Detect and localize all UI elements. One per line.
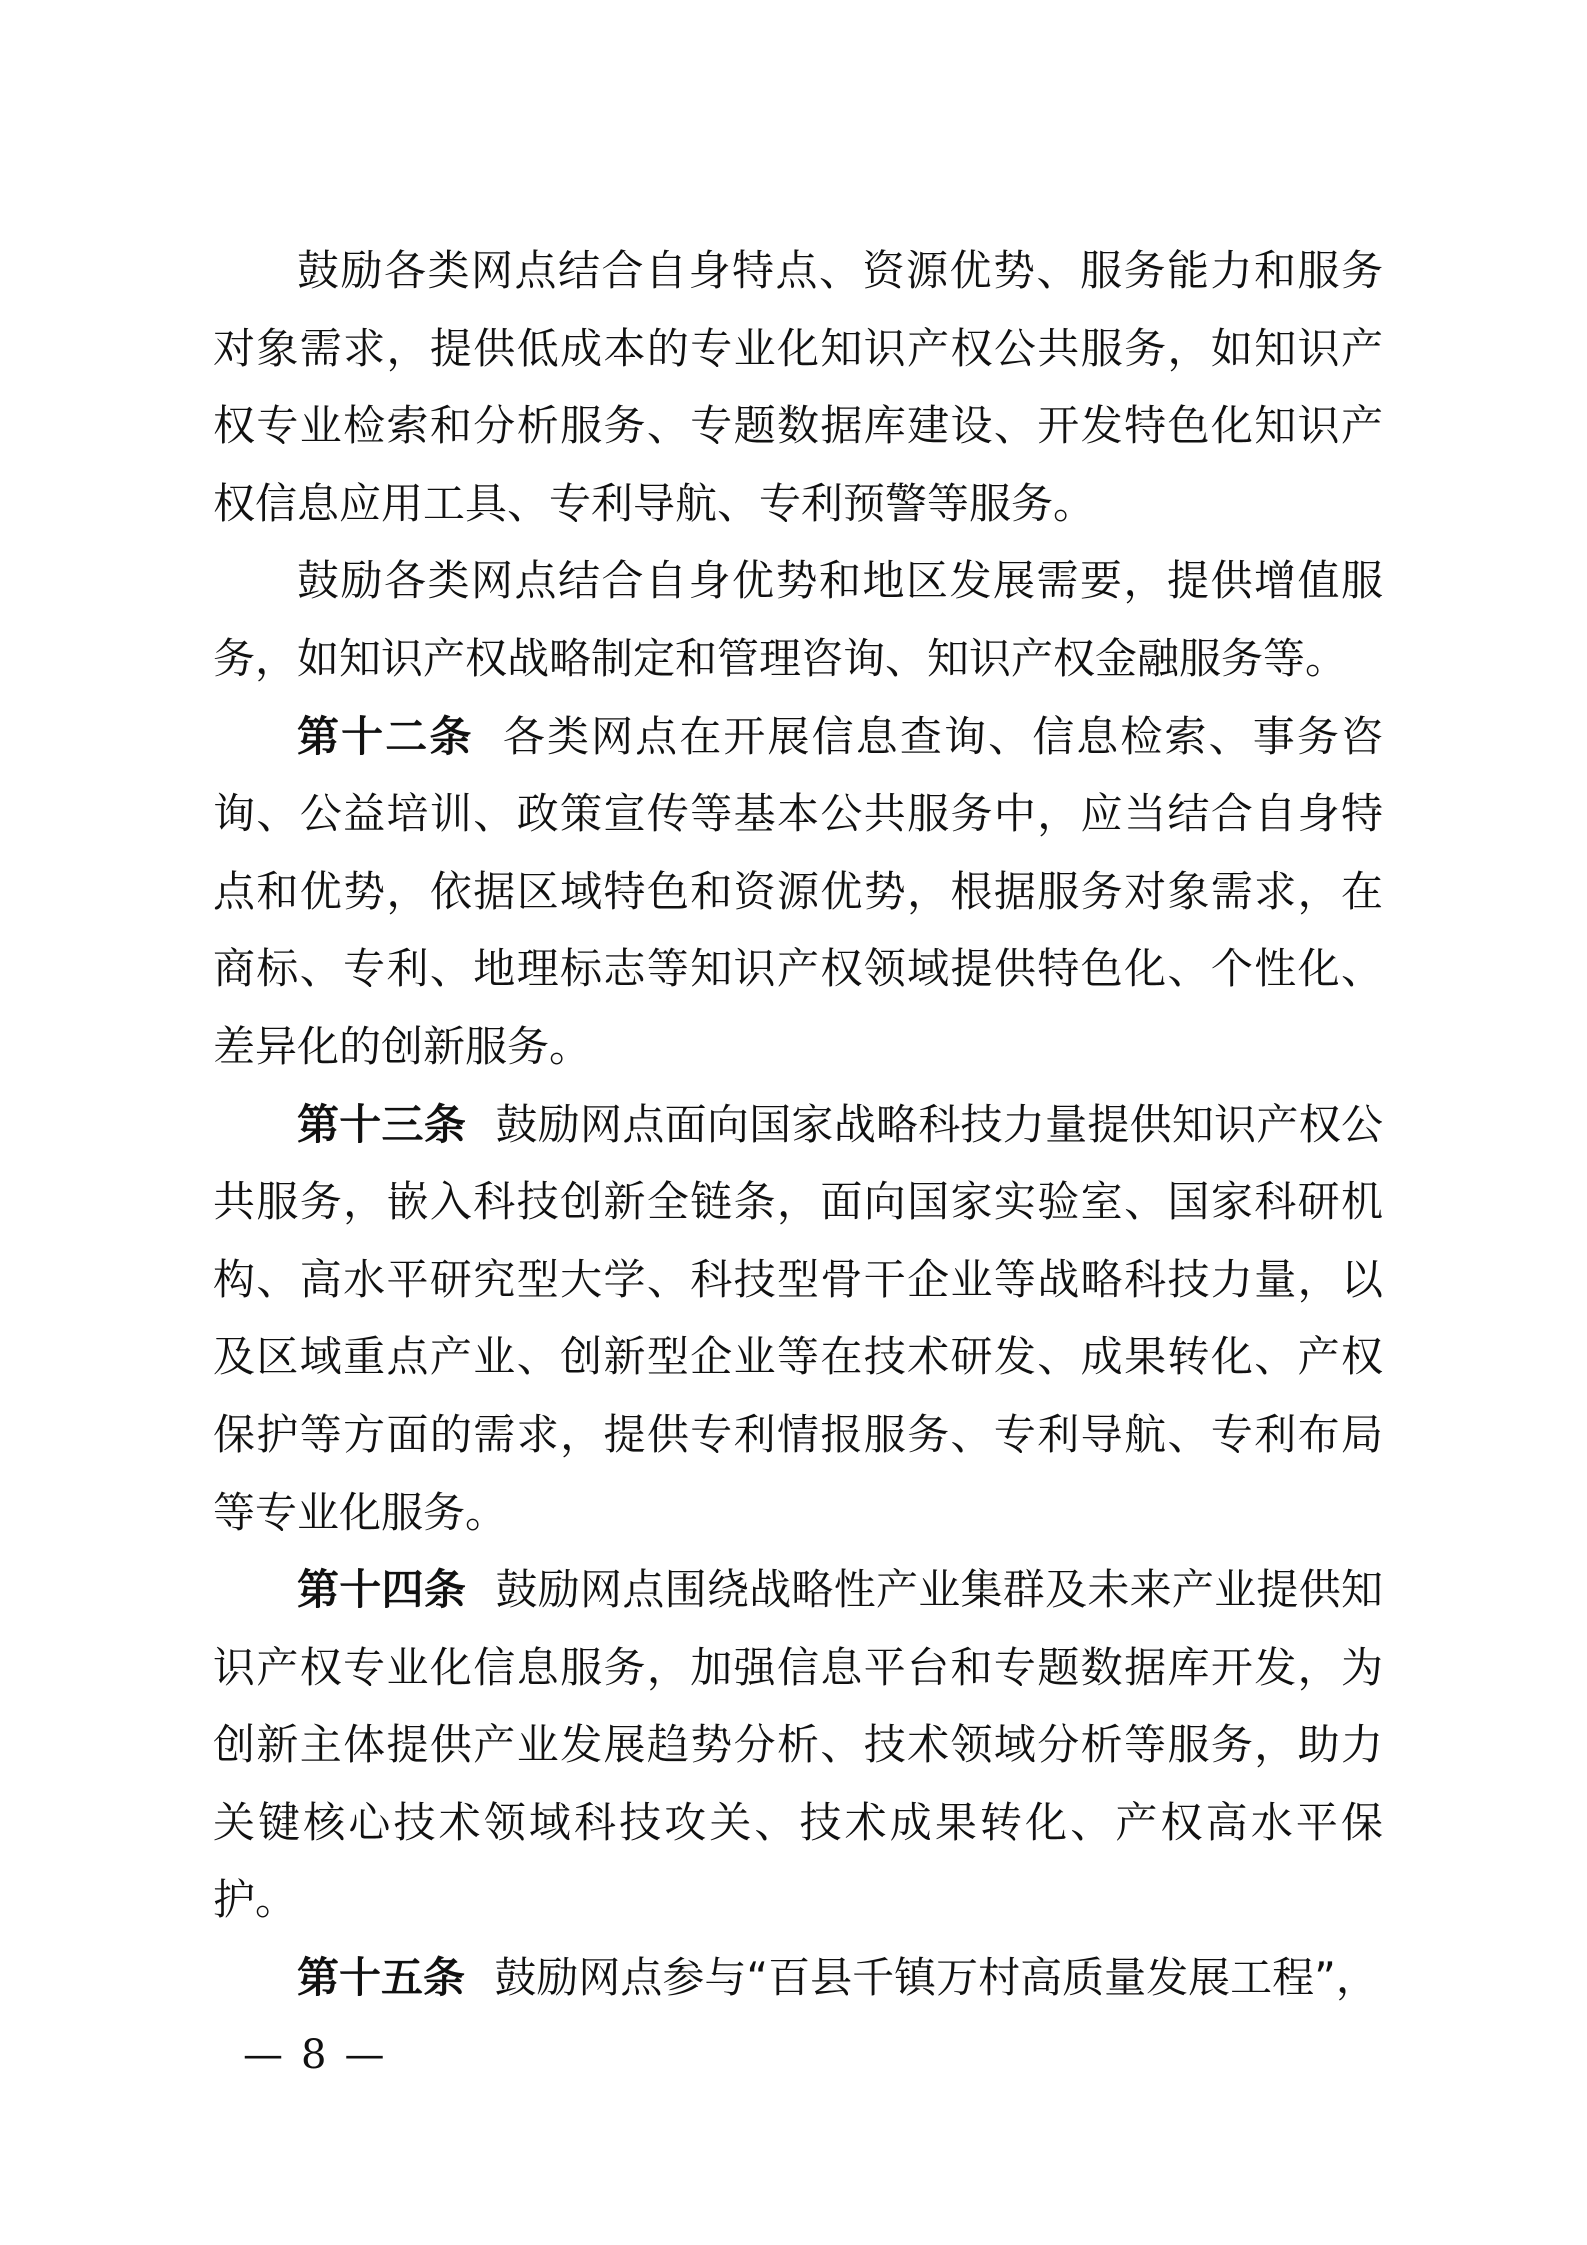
paragraph-2 <box>213 542 1383 697</box>
article-heading: 第十五条 <box>297 1953 466 2003</box>
article-13 <box>213 1086 1383 1552</box>
article-12 <box>213 698 1383 1086</box>
article-text: 鼓励网点围绕战略性产业集群及未来产业提供知识产权专业化信息服务，加强信息平台和专题数据库开发，为创新主体提供产业发展趋势分析、技术领域分析等服务，助力关键核心技术领域科技攻关、技术成果转化、产权高水平保护。 <box>213 1565 1383 1925</box>
document-body <box>213 232 1383 2017</box>
article-14 <box>213 1551 1383 1939</box>
article-15 <box>213 1939 1383 2017</box>
page-footer <box>243 2025 384 2085</box>
page-number: 8 <box>301 2032 327 2078</box>
article-heading: 第十三条 <box>297 1099 467 1149</box>
article-text: 鼓励网点面向国家战略科技力量提供知识产权公共服务，嵌入科技创新全链条，面向国家实验室、国家科研机构、高水平研究型大学、科技型骨干企业等战略科技力量，以及区域重点产业、创新型企业等在技术研发、成果转化、产权保护等方面的需求，提供专利情报服务、专利导航、专利布局等专业化服务。 <box>213 1099 1383 1537</box>
paragraph-text: 鼓励各类网点结合自身特点、资源优势、服务能力和服务对象需求，提供低成本的专业化知识产权公共服务，如知识产权专业检索和分析服务、专题数据库建设、开发特色化知识产权信息应用工具、专利导航、专利预警等服务。 <box>213 246 1383 528</box>
footer-dash-right: — <box>344 2032 385 2078</box>
paragraph-text: 鼓励各类网点结合自身优势和地区发展需要，提供增值服务，如知识产权战略制定和管理咨询、知识产权金融服务等。 <box>213 556 1383 683</box>
article-heading: 第十四条 <box>297 1565 467 1615</box>
article-heading: 第十二条 <box>297 711 474 761</box>
paragraph-1 <box>213 232 1383 542</box>
article-text: 各类网点在开展信息查询、信息检索、事务咨询、公益培训、政策宣传等基本公共服务中，应当结合自身特点和优势，依据区域特色和资源优势，根据服务对象需求，在商标、专利、地理标志等知识产权领域提供特色化、个性化、差异化的创新服务。 <box>213 711 1383 1071</box>
article-text: 鼓励网点参与“百县千镇万村高质量发展工程”， <box>494 1953 1378 2003</box>
footer-dash-left: — <box>243 2032 283 2078</box>
